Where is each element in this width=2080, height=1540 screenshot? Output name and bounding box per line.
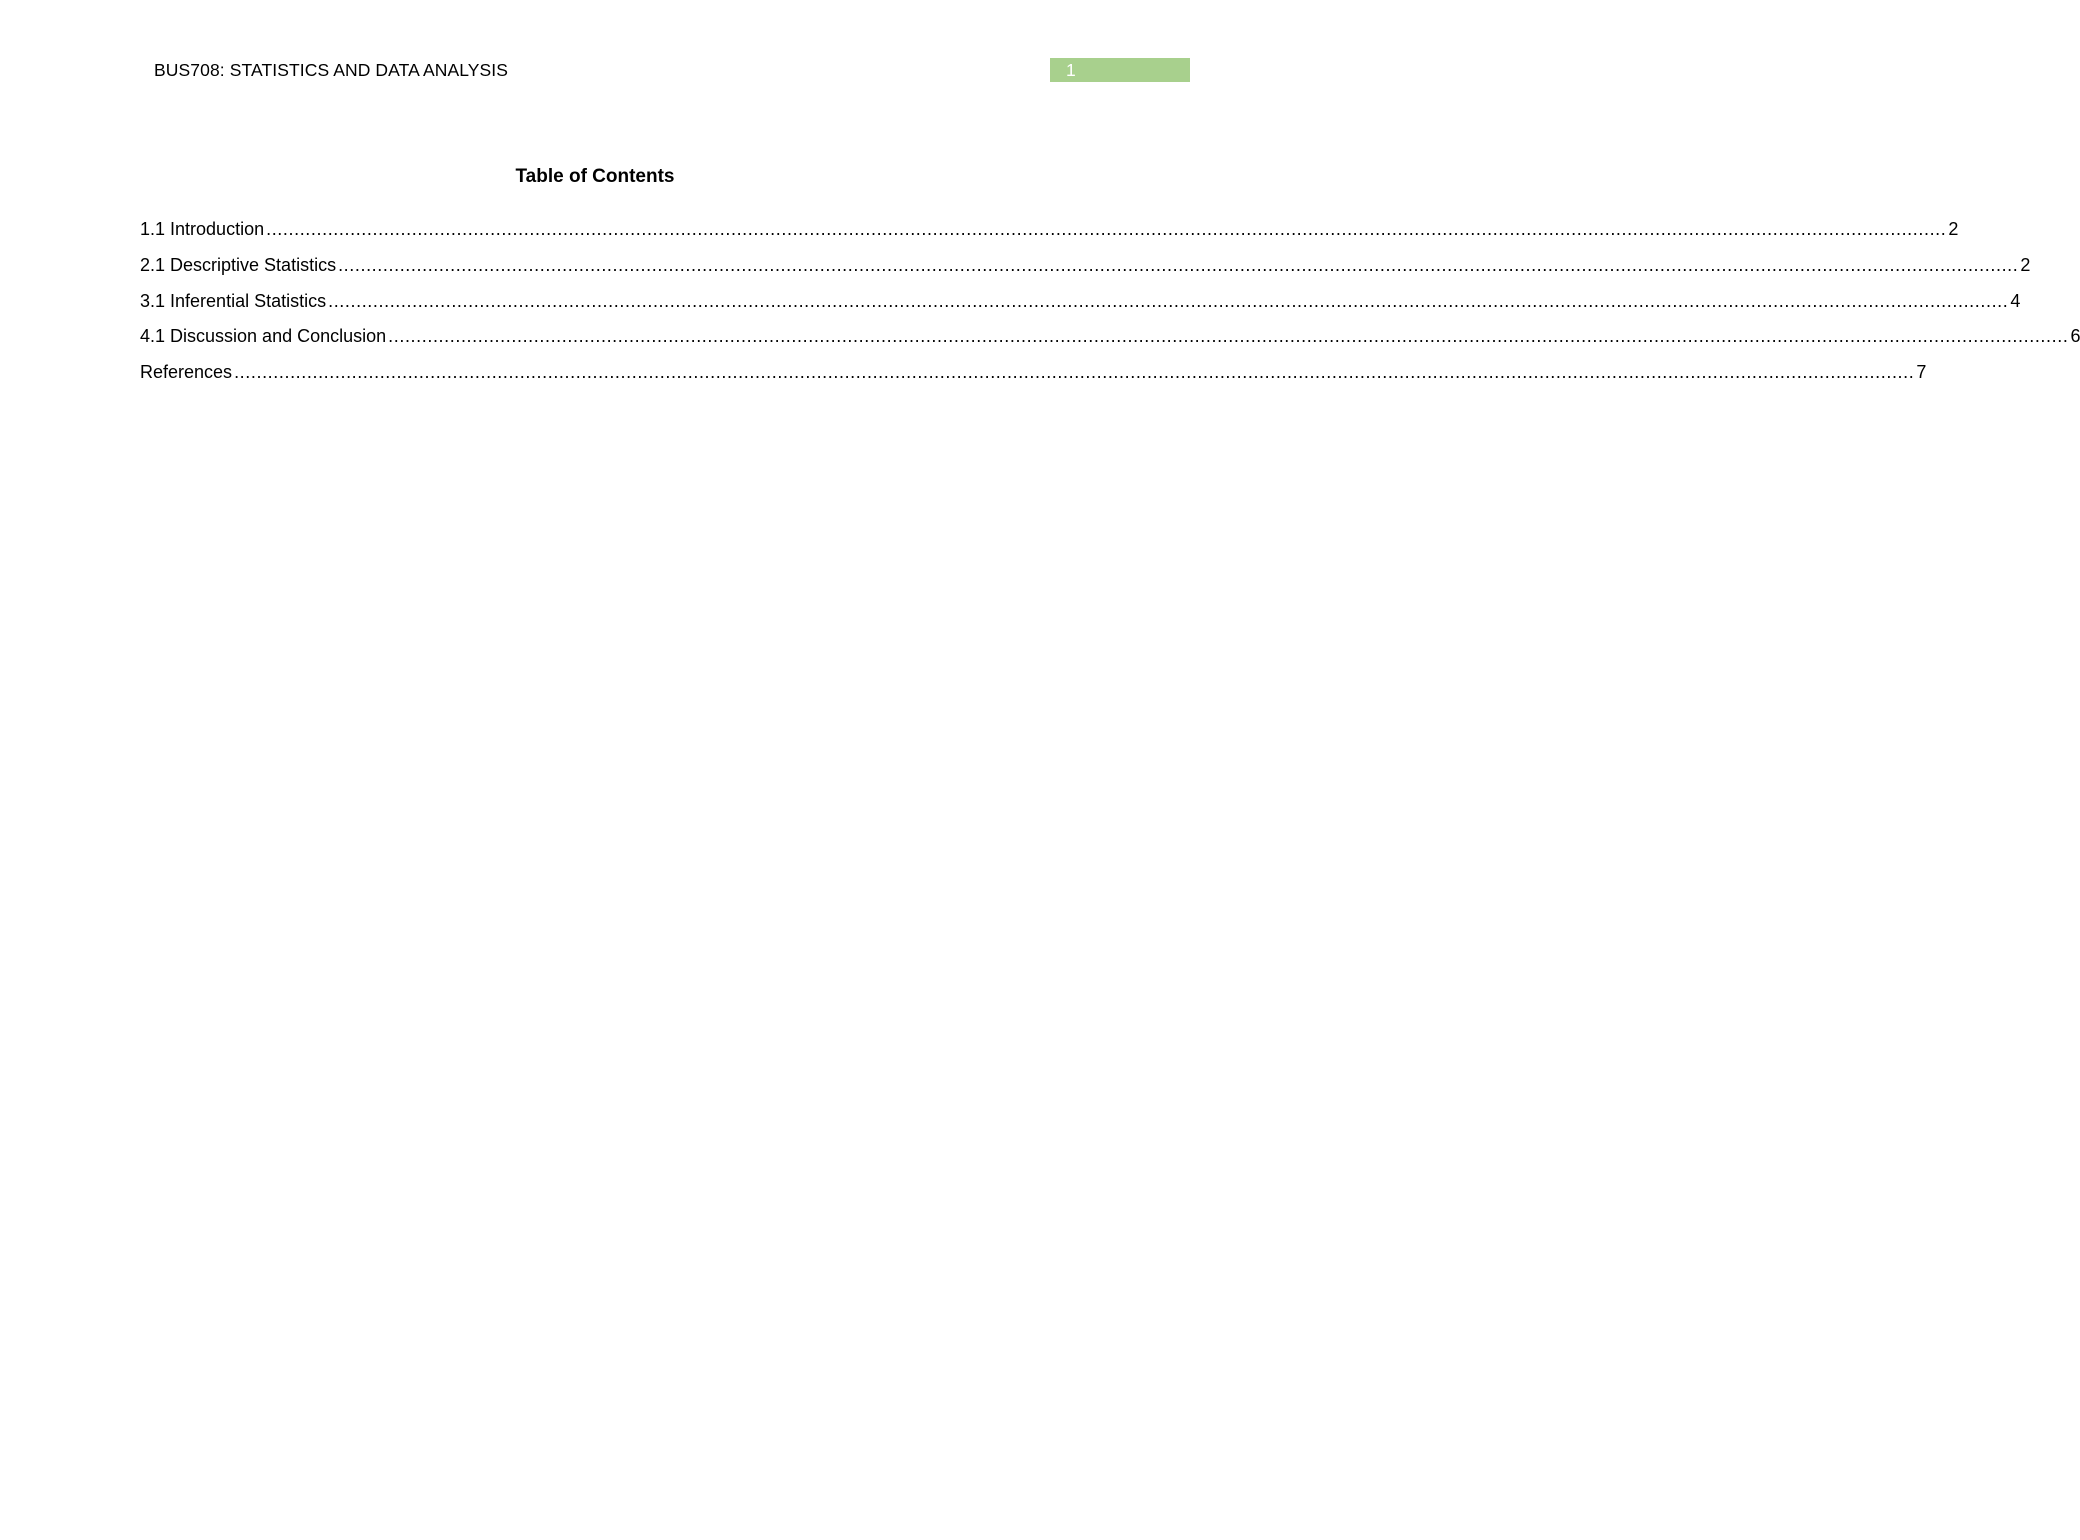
toc-list [140,216,2080,395]
toc-dot-leader: ............................................................................................................................................................................................................................................................................................................ [234,362,1915,383]
page-number-band [1050,58,1190,82]
toc-entry-page: 4 [2010,290,2021,311]
toc-dot-leader: ............................................................................................................................................................................................................................................................................................................ [266,219,1947,239]
toc-entry-label: 3.1 Inferential Statistics [140,290,327,311]
toc-entry-label: References [140,362,233,383]
page-number: 1 [1066,60,1076,80]
toc-dot-leader: ............................................................................................................................................................................................................................................................................................................ [388,326,2069,347]
toc-title: Table of Contents [515,166,675,187]
toc-entry-page: 7 [1916,362,1927,383]
toc-dot-leader: ............................................................................................................................................................................................................................................................................................................ [328,290,2009,311]
toc-entry-descriptive-statistics[interactable] [140,252,2031,288]
toc-entry-label: 4.1 Discussion and Conclusion [140,326,387,347]
toc-entry-references[interactable] [140,359,1927,395]
toc-dot-leader: ............................................................................................................................................................................................................................................................................................................ [338,254,2019,275]
toc-entry-page: 6 [2070,326,2080,347]
toc-entry-page: 2 [1948,219,1959,239]
toc-entry-label: 2.1 Descriptive Statistics [140,254,337,275]
toc-entry-introduction[interactable] [140,216,1959,252]
toc-entry-label: 1.1 Introduction [140,219,265,239]
toc-entry-inferential-statistics[interactable] [140,288,2021,324]
toc-entry-page: 2 [2020,254,2031,275]
running-header: BUS708: STATISTICS AND DATA ANALYSIS [154,60,509,80]
toc-entry-discussion-and-conclusion[interactable] [140,323,2080,359]
